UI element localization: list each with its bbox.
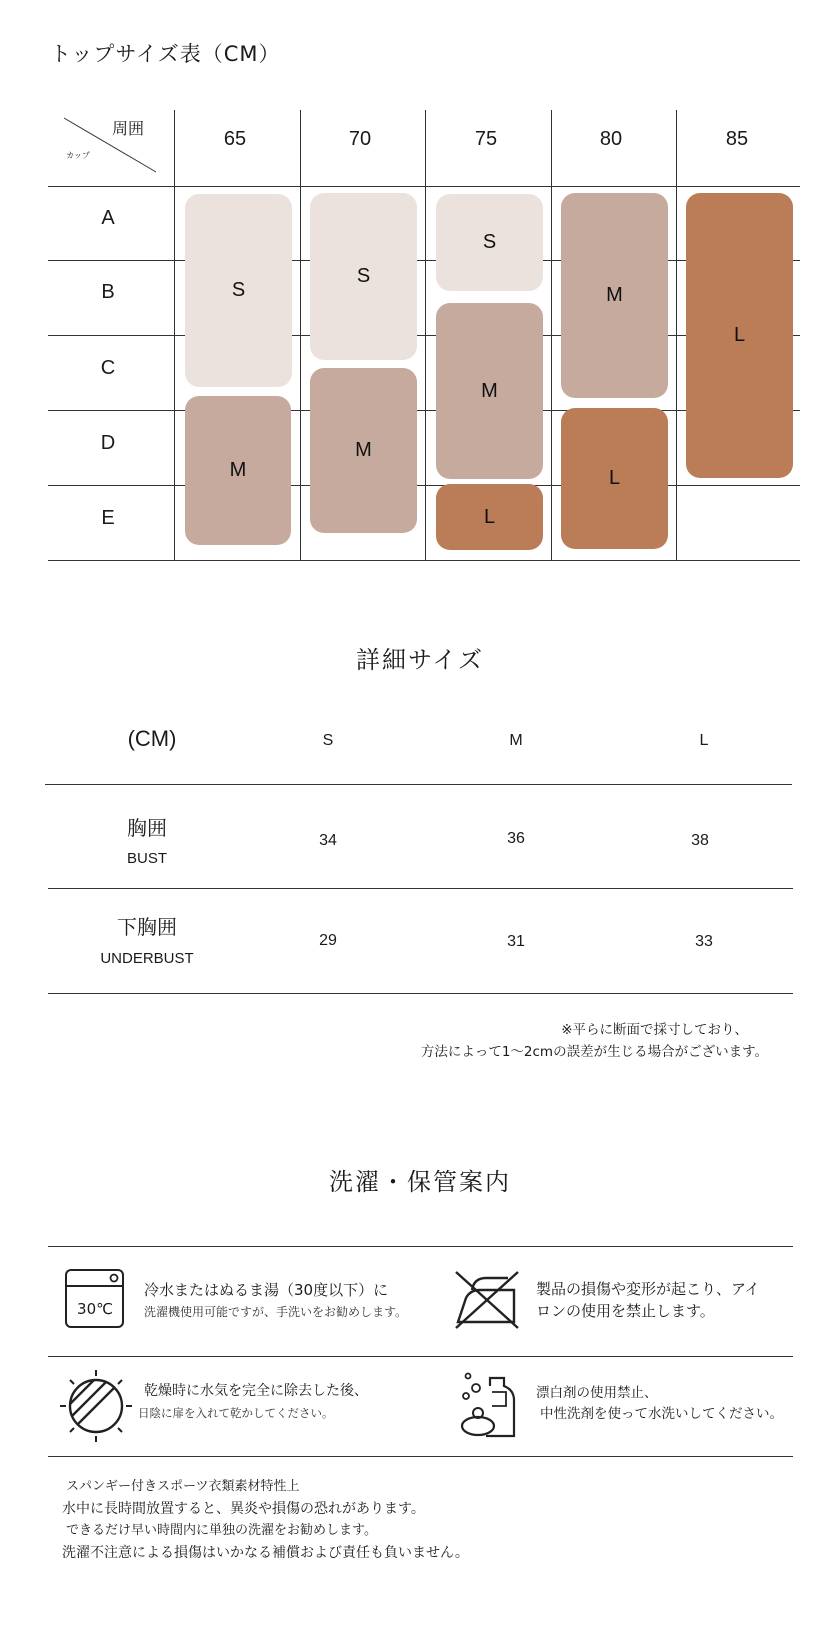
row-header-c: C <box>100 357 116 379</box>
detail-size-s: S <box>322 732 334 749</box>
care-title: 洗濯・保管案内 <box>329 1168 511 1196</box>
col-header-75: 75 <box>474 128 498 150</box>
size-table-title: トップサイズ表（CM） <box>50 42 281 66</box>
table-line <box>174 110 175 560</box>
wash-30c-icon <box>64 1268 126 1330</box>
size-block-75-s: S <box>436 194 543 291</box>
bust-value-s: 34 <box>319 832 337 849</box>
care-line <box>48 1456 793 1457</box>
row-header-b: B <box>101 281 115 303</box>
underbust-label-ja: 下胸囲 <box>117 915 177 939</box>
measure-note-line2: 方法によって1～2cmの誤差が生じる場合がございます。 <box>420 1044 768 1060</box>
size-block-70-s: S <box>310 193 417 360</box>
care-wash-main: 冷水またはぬるま湯（30度以下）に <box>144 1281 389 1299</box>
row-header-e: E <box>101 507 115 529</box>
col-header-70: 70 <box>348 128 372 150</box>
size-block-65-m: M <box>185 396 291 545</box>
detergent-icon <box>456 1366 522 1442</box>
care-footer-line1: スパンギー付きスポーツ衣類素材特性上 <box>66 1479 300 1494</box>
col-header-85: 85 <box>725 128 749 150</box>
detail-line <box>45 784 792 785</box>
detail-line <box>48 888 793 889</box>
col-header-80: 80 <box>599 128 623 150</box>
measure-note-line1: ※平らに断面で採寸しており、 <box>561 1022 748 1038</box>
care-line <box>48 1356 793 1357</box>
table-line <box>300 110 301 560</box>
underbust-label-en: UNDERBUST <box>100 950 194 967</box>
detail-size-m: M <box>509 732 523 749</box>
detail-title: 詳細サイズ <box>355 646 485 674</box>
underbust-value-m: 31 <box>507 933 525 950</box>
care-dry-main: 乾燥時に水気を完全に除去した後、 <box>144 1383 368 1399</box>
care-iron-line1: 製品の損傷や変形が起こり、アイ <box>536 1280 760 1298</box>
shade-dry-icon <box>58 1368 134 1444</box>
care-detergent-line1: 漂白剤の使用禁止、 <box>536 1385 658 1401</box>
detail-unit-label: (CM) <box>127 726 177 751</box>
table-line <box>425 110 426 560</box>
corner-diagonal <box>60 112 160 176</box>
table-line <box>48 560 800 561</box>
row-header-a: A <box>101 207 115 229</box>
no-iron-icon <box>452 1268 522 1332</box>
care-iron-line2: ロンの使用を禁止します。 <box>536 1302 715 1320</box>
care-footer-line2: 水中に長時間放置すると、異炎や損傷の恐れがあります。 <box>62 1501 425 1517</box>
table-line <box>551 110 552 560</box>
size-block-80-l: L <box>561 408 668 549</box>
col-header-65: 65 <box>223 128 247 150</box>
table-line <box>676 110 677 560</box>
bust-value-m: 36 <box>507 830 525 847</box>
size-block-80-m: M <box>561 193 668 398</box>
care-detergent-line2: 中性洗剤を使って水洗いしてください。 <box>540 1406 783 1422</box>
size-block-85-l: L <box>686 193 793 478</box>
size-block-75-m: M <box>436 303 543 479</box>
detail-line <box>48 993 793 994</box>
size-block-75-l: L <box>436 484 543 550</box>
care-line <box>48 1246 793 1247</box>
bust-label-ja: 胸囲 <box>127 816 167 840</box>
care-footer-line4: 洗濯不注意による損傷はいかなる補償および責任も負いません。 <box>62 1545 469 1561</box>
care-dry-sub: 日陰に扉を入れて乾かしてください。 <box>138 1406 334 1420</box>
bust-label-en: BUST <box>126 850 167 867</box>
size-block-65-s: S <box>185 194 292 387</box>
table-line <box>48 186 800 187</box>
row-header-d: D <box>100 432 116 454</box>
wash-temp-badge: 30℃ <box>77 1300 113 1318</box>
underbust-value-s: 29 <box>319 932 337 949</box>
underbust-value-l: 33 <box>695 933 713 950</box>
care-footer-line3: できるだけ早い時間内に単独の洗濯をお勧めします。 <box>66 1523 377 1538</box>
bust-value-l: 38 <box>691 832 709 849</box>
care-wash-sub: 洗濯機使用可能ですが、手洗いをお勧めします。 <box>144 1305 408 1319</box>
detail-size-l: L <box>699 732 709 749</box>
corner-label-top: 周囲 <box>112 119 145 138</box>
corner-label-bottom: カップ <box>66 151 90 160</box>
size-block-70-m: M <box>310 368 417 533</box>
table-line <box>48 485 800 486</box>
